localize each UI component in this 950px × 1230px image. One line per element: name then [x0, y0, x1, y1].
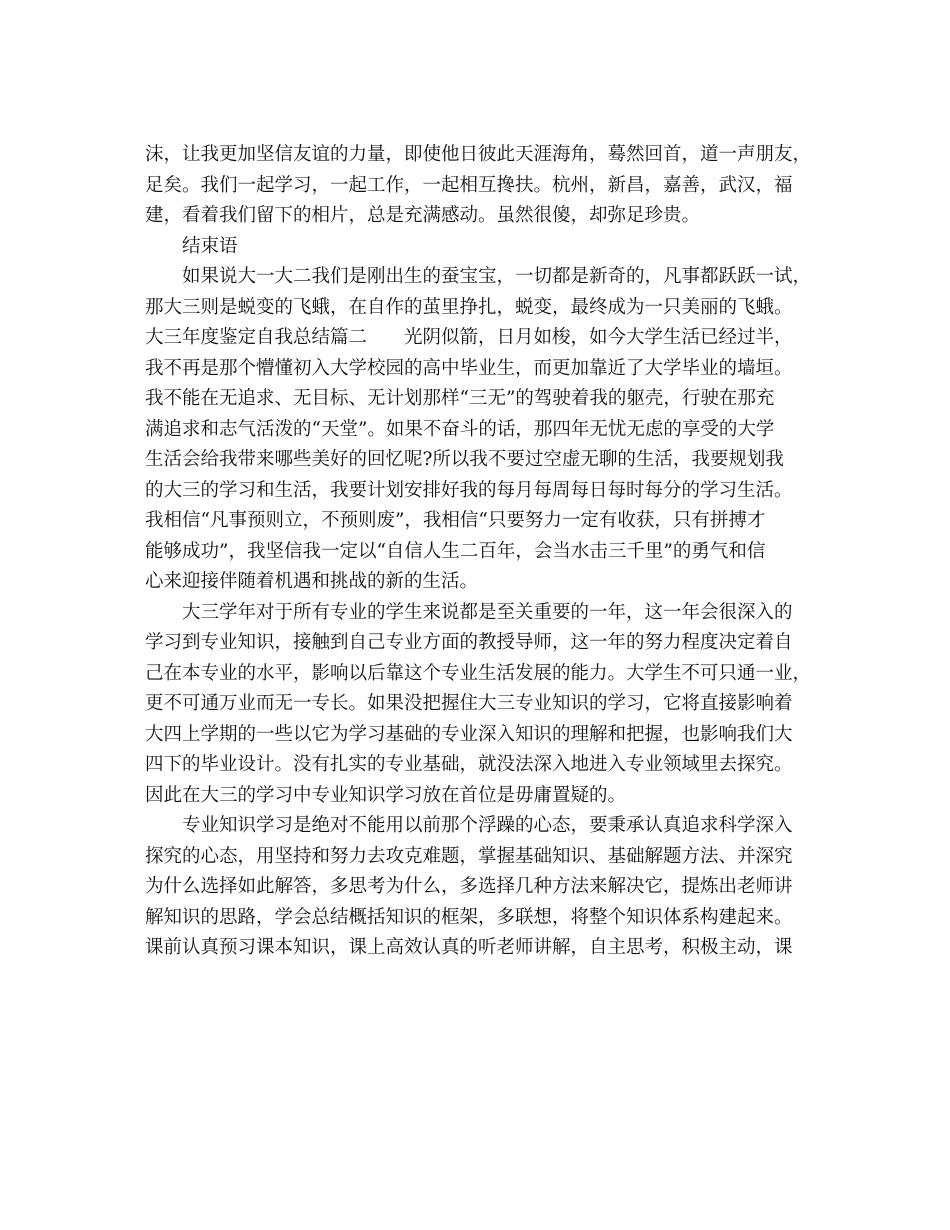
text-line: 大三学年对于所有专业的学生来说都是至关重要的一年，这一年会很深入的	[182, 601, 793, 623]
text-line: 课前认真预习课本知识，课上高效认真的听老师讲解，自主思考，积极主动，课	[145, 937, 793, 958]
text-line: 四下的毕业设计。没有扎实的专业基础，就没法深入地进入专业领域里去探究。	[145, 754, 793, 775]
text-line: 心来迎接伴随着机遇和挑战的新的生活。	[145, 571, 479, 592]
text-line: 己在本专业的水平，影响以后靠这个专业生活发展的能力。大学生不可只通一业，	[145, 662, 812, 684]
text-line: 我不能在无追求、无目标、无计划那样“三无”的驾驶着我的躯壳，行驶在那充	[145, 388, 775, 409]
text-line: 更不可通万业而无一专长。如果没把握住大三专业知识的学习，它将直接影响着	[145, 693, 793, 714]
text-line: 为什么选择如此解答，多思考为什么，多选择几种方法来解决它，提炼出老师讲	[145, 876, 793, 897]
text-line: 足矣。我们一起学习，一起工作，一起相互搀扶。杭州，新昌，嘉善，武汉，福	[145, 174, 793, 196]
text-line: 大三年度鉴定自我总结篇二 光阴似箭，日月如梭，如今大学生活已经过半，	[145, 327, 793, 348]
text-line: 探究的心态，用坚持和努力去攻克难题，掌握基础知识、基础解题方法、并深究	[145, 845, 793, 867]
text-line: 建，看着我们留下的相片，总是充满感动。虽然很傻，却弥足珍贵。	[145, 205, 701, 226]
text-line: 满追求和志气活泼的“天堂”。如果不奋斗的话，那四年无忧无虑的享受的大学	[145, 418, 775, 440]
text-line: 如果说大一大二我们是刚出生的蚕宝宝，一切都是新奇的，凡事都跃跃一试，	[182, 266, 812, 287]
text-line: 生活会给我带来哪些美好的回忆呢?所以我不要过空虚无聊的生活，我要规划我	[145, 449, 784, 470]
text-line: 专业知识学习是绝对不能用以前那个浮躁的心态，要秉承认真追求科学深入	[182, 815, 793, 836]
text-line: 学习到专业知识，接触到自己专业方面的教授导师，这一年的努力程度决定着自	[145, 632, 793, 653]
text-line: 因此在大三的学习中专业知识学习放在首位是毋庸置疑的。	[145, 784, 627, 806]
text-line: 我不再是那个懵懂初入大学校园的高中毕业生，而更加靠近了大学毕业的墙垣。	[145, 357, 793, 379]
text-line: 能够成功”，我坚信我一定以“自信人生二百年，会当水击三千里”的勇气和信	[145, 540, 766, 562]
text-line: 的大三的学习和生活，我要计划安排好我的每月每周每日每时每分的学习生活。	[145, 479, 793, 501]
text-line: 解知识的思路，学会总结概括知识的框架，多联想，将整个知识体系构建起来。	[145, 906, 793, 928]
text-line: 我相信“凡事预则立，不预则废”，我相信“只要努力一定有收获，只有拼搏才	[145, 510, 766, 531]
text-line: 那大三则是蜕变的飞蛾，在自作的茧里挣扎，蜕变，最终成为一只美丽的飞蛾。	[145, 296, 793, 318]
text-line: 结束语	[182, 235, 238, 257]
text-line: 大四上学期的一些以它为学习基础的专业深入知识的理解和把握，也影响我们大	[145, 723, 793, 745]
text-line: 沫，让我更加坚信友谊的力量，即使他日彼此天涯海角，蓦然回首，道一声朋友，	[145, 144, 812, 165]
document-body	[145, 140, 812, 964]
